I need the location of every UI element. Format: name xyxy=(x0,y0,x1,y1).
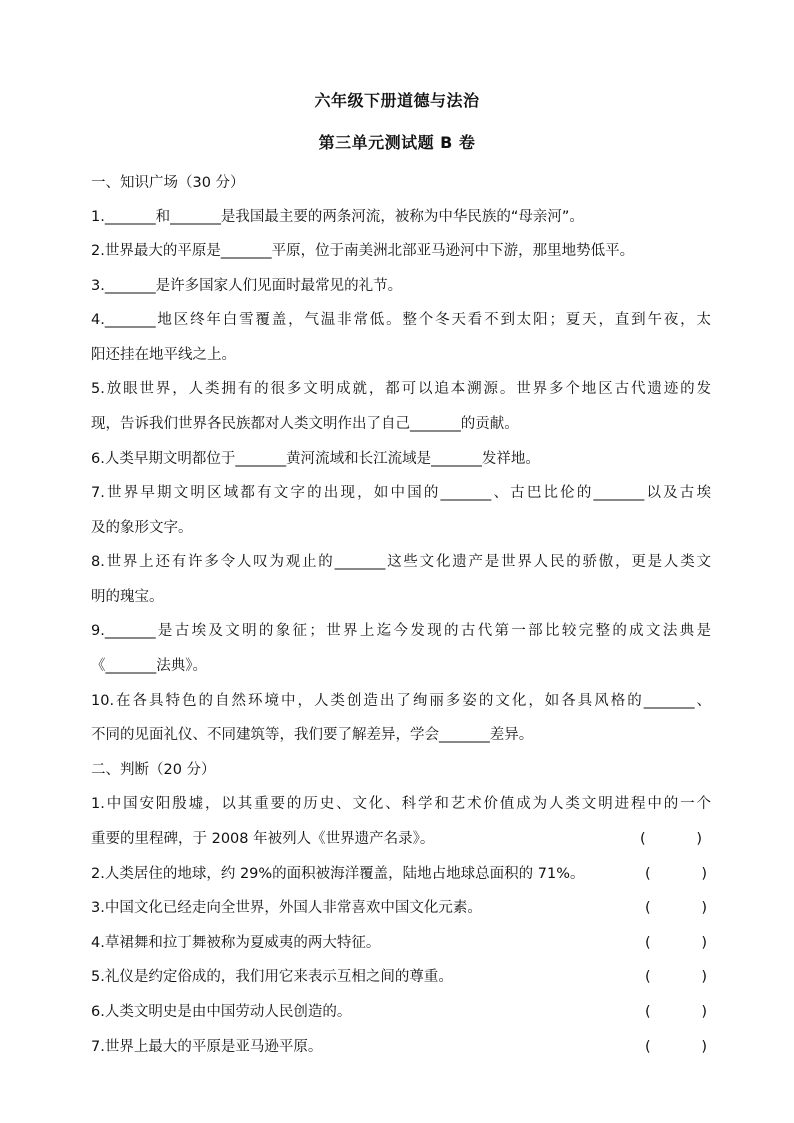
section-heading-2: 二、判断（20 分） xyxy=(91,762,216,778)
question-line: 9._______是古埃及文明的象征；世界上迄今发现的古代第一部比较完整的成文法典是 xyxy=(91,623,711,639)
answer-parentheses[interactable]: ( ) xyxy=(640,831,702,847)
question-line: 不同的见面礼仪、不同建筑等，我们要了解差异，学会_______差异。 xyxy=(91,727,534,743)
judge-line: 6.人类文明史是由中国劳动人民创造的。 xyxy=(91,1004,352,1020)
judge-line: 4.草裙舞和拉丁舞被称为夏威夷的两大特征。 xyxy=(91,935,381,951)
question-line: 5.放眼世界，人类拥有的很多文明成就，都可以追本溯源。世界多个地区古代遗迹的发 xyxy=(91,381,711,397)
question-line: 《_______法典》。 xyxy=(91,658,207,674)
question-line: 8.世界上还有许多令人叹为观止的_______这些文化遗产是世界人民的骄傲，更是人类文 xyxy=(91,554,711,570)
answer-parentheses[interactable]: ( ) xyxy=(645,900,707,916)
question-line: 明的瑰宝。 xyxy=(91,589,164,605)
question-line: 及的象形文字。 xyxy=(91,520,193,536)
answer-parentheses[interactable]: ( ) xyxy=(645,935,707,951)
question-line: 现，告诉我们世界各民族都对人类文明作出了自己_______的贡献。 xyxy=(91,416,519,432)
answer-parentheses[interactable]: ( ) xyxy=(645,1004,707,1020)
question-line: 阳还挂在地平线之上。 xyxy=(91,347,236,363)
judge-line: 5.礼仪是约定俗成的，我们用它来表示互相之间的尊重。 xyxy=(91,969,453,985)
answer-parentheses[interactable]: ( ) xyxy=(645,1039,707,1055)
answer-parentheses[interactable]: ( ) xyxy=(645,866,707,882)
answer-parentheses[interactable]: ( ) xyxy=(645,969,707,985)
judge-line: 2.人类居住的地球，约 29%的面积被海洋覆盖，陆地占地球总面积的 71%。 xyxy=(91,866,585,882)
section-heading-1: 一、知识广场（30 分） xyxy=(91,175,245,191)
judge-line: 7.世界上最大的平原是亚马逊平原。 xyxy=(91,1039,323,1055)
question-line: 6.人类早期文明都位于_______黄河流域和长江流域是_______发祥地。 xyxy=(91,451,540,467)
question-line: 4._______地区终年白雪覆盖，气温非常低。整个冬天看不到太阳；夏天，直到午夜，太 xyxy=(91,312,711,328)
judge-line: 3.中国文化已经走向全世界，外国人非常喜欢中国文化元素。 xyxy=(91,900,482,916)
question-line: 10.在各具特色的自然环境中，人类创造出了绚丽多姿的文化，如各具风格的_______、 xyxy=(91,693,711,709)
page-subtitle: 第三单元测试题 B 卷 xyxy=(318,133,476,152)
question-line: 1._______和_______是我国最主要的两条河流，被称为中华民族的“母亲河”。 xyxy=(91,209,584,225)
question-line: 7.世界早期文明区域都有文字的出现，如中国的_______、古巴比伦的_______以及古埃 xyxy=(91,485,711,501)
question-line: 3._______是许多国家人们见面时最常见的礼节。 xyxy=(91,278,403,294)
judge-line: 1.中国安阳殷墟，以其重要的历史、文化、科学和艺术价值成为人类文明进程中的一个 xyxy=(91,796,711,812)
question-line: 2.世界最大的平原是_______平原，位于南美洲北部亚马逊河中下游，那里地势低平。 xyxy=(91,243,635,259)
page-title: 六年级下册道德与法治 xyxy=(314,91,480,110)
judge-line: 重要的里程碑，于 2008 年被列人《世界遗产名录》。 xyxy=(91,831,435,847)
